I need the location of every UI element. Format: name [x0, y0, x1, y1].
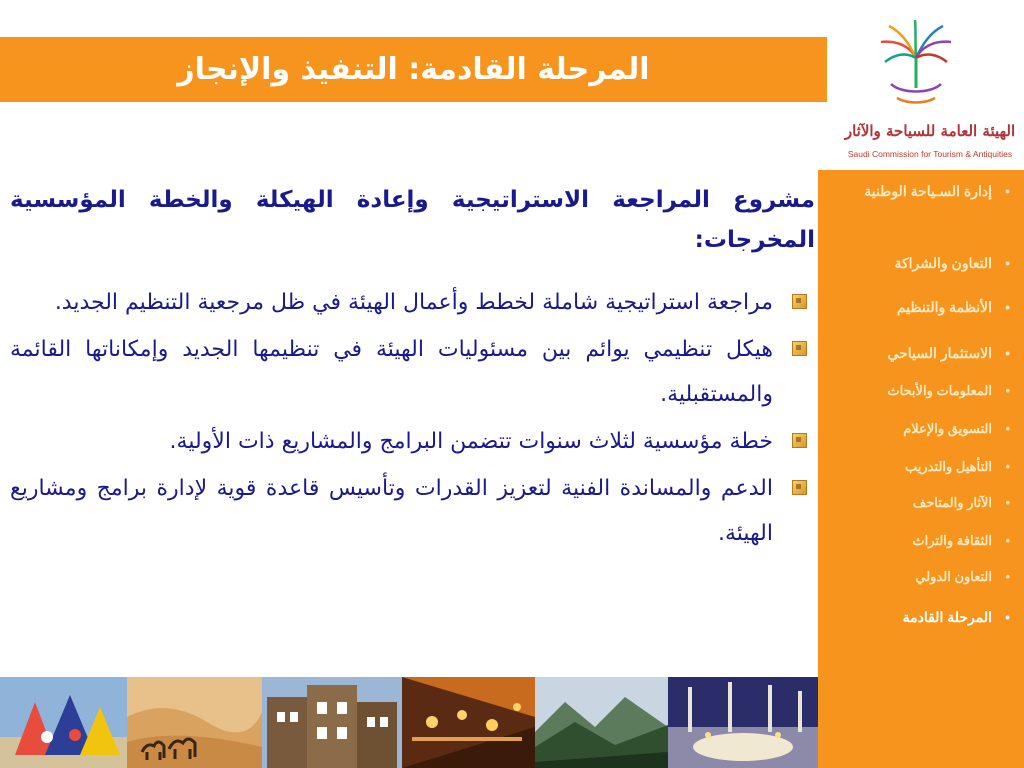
square-bullet-icon — [792, 294, 807, 309]
title-bar — [0, 37, 827, 102]
sidebar-nav — [818, 170, 1024, 768]
list-item-text: خطة مؤسسية لثلاث سنوات تتضمن البرامج والمشاريع ذات الأولية. — [169, 429, 773, 454]
photo-strip — [0, 677, 818, 768]
bullet-icon: • — [1005, 421, 1010, 436]
bullet-icon: • — [1005, 383, 1010, 398]
bullet-icon: • — [1005, 569, 1010, 584]
bullet-icon: • — [1005, 345, 1010, 361]
bullet-icon: • — [1005, 495, 1010, 510]
sidebar-item-label: التعاون والشراكة — [894, 255, 992, 271]
sidebar-item-label: الآثار والمتاحف — [912, 495, 992, 510]
bullet-icon: • — [1005, 609, 1010, 625]
sidebar-item-label: الأنظمة والتنظيم — [896, 299, 992, 315]
sidebar-item-label: التسويق والإعلام — [903, 421, 992, 436]
list-item-text: الدعم والمساندة الفنية لتعزيز القدرات وتأسيس قاعدة قوية لإدارة برامج ومشاريع الهيئة. — [10, 476, 773, 546]
outputs-list — [10, 280, 815, 558]
sidebar-item-label: المرحلة القادمة — [902, 609, 992, 625]
palm-logo-icon — [871, 18, 961, 118]
list-item — [10, 280, 815, 325]
bullet-icon: • — [1005, 533, 1010, 548]
sidebar-item-label: الاستثمار السياحي — [887, 345, 992, 361]
list-item — [10, 327, 815, 417]
photo-restaurant-lights — [402, 677, 535, 768]
square-bullet-icon — [792, 433, 807, 448]
sidebar-item-label: إدارة السـياحة الوطنية — [864, 183, 992, 199]
photo-mosque — [668, 677, 818, 768]
list-item-text: هيكل تنظيمي يوائم بين مسئوليات الهيئة في تنظيمها الجديد وإمكاناتها القائمة والمستقبلية. — [10, 337, 773, 407]
slide-title: المرحلة القادمة: التنفيذ والإنجاز — [177, 52, 650, 87]
list-item — [10, 466, 815, 556]
list-item-text: مراجعة استراتيجية شاملة لخطط وأعمال الهيئة في ظل مرجعية التنظيم الجديد. — [54, 290, 773, 315]
photo-desert-camels — [127, 677, 262, 768]
logo — [836, 18, 1024, 168]
photo-mountains — [535, 677, 668, 768]
sidebar-item-label: التعاون الدولي — [915, 569, 992, 584]
square-bullet-icon — [792, 480, 807, 495]
sidebar-item-label: الثقافة والتراث — [912, 533, 992, 548]
content-heading: مشروع المراجعة الاستراتيجية وإعادة الهيكلة والخطة المؤسسية المخرجات: — [10, 187, 815, 253]
list-item — [10, 419, 815, 464]
sidebar-item-label: التأهيل والتدريب — [905, 459, 992, 474]
photo-stone-houses — [262, 677, 402, 768]
square-bullet-icon — [792, 341, 807, 356]
bullet-icon: • — [1005, 459, 1010, 474]
bullet-icon: • — [1005, 255, 1010, 271]
sidebar-item-label: المعلومات والأبحاث — [887, 383, 992, 398]
logo-arabic-name: الهيئة العامة للسياحة والآثار — [844, 122, 1016, 140]
photo-sails — [0, 677, 127, 768]
bullet-icon: • — [1005, 183, 1010, 199]
logo-english-name: Saudi Commission for Tourism & Antiquities — [847, 149, 1013, 159]
bullet-icon: • — [1005, 299, 1010, 315]
